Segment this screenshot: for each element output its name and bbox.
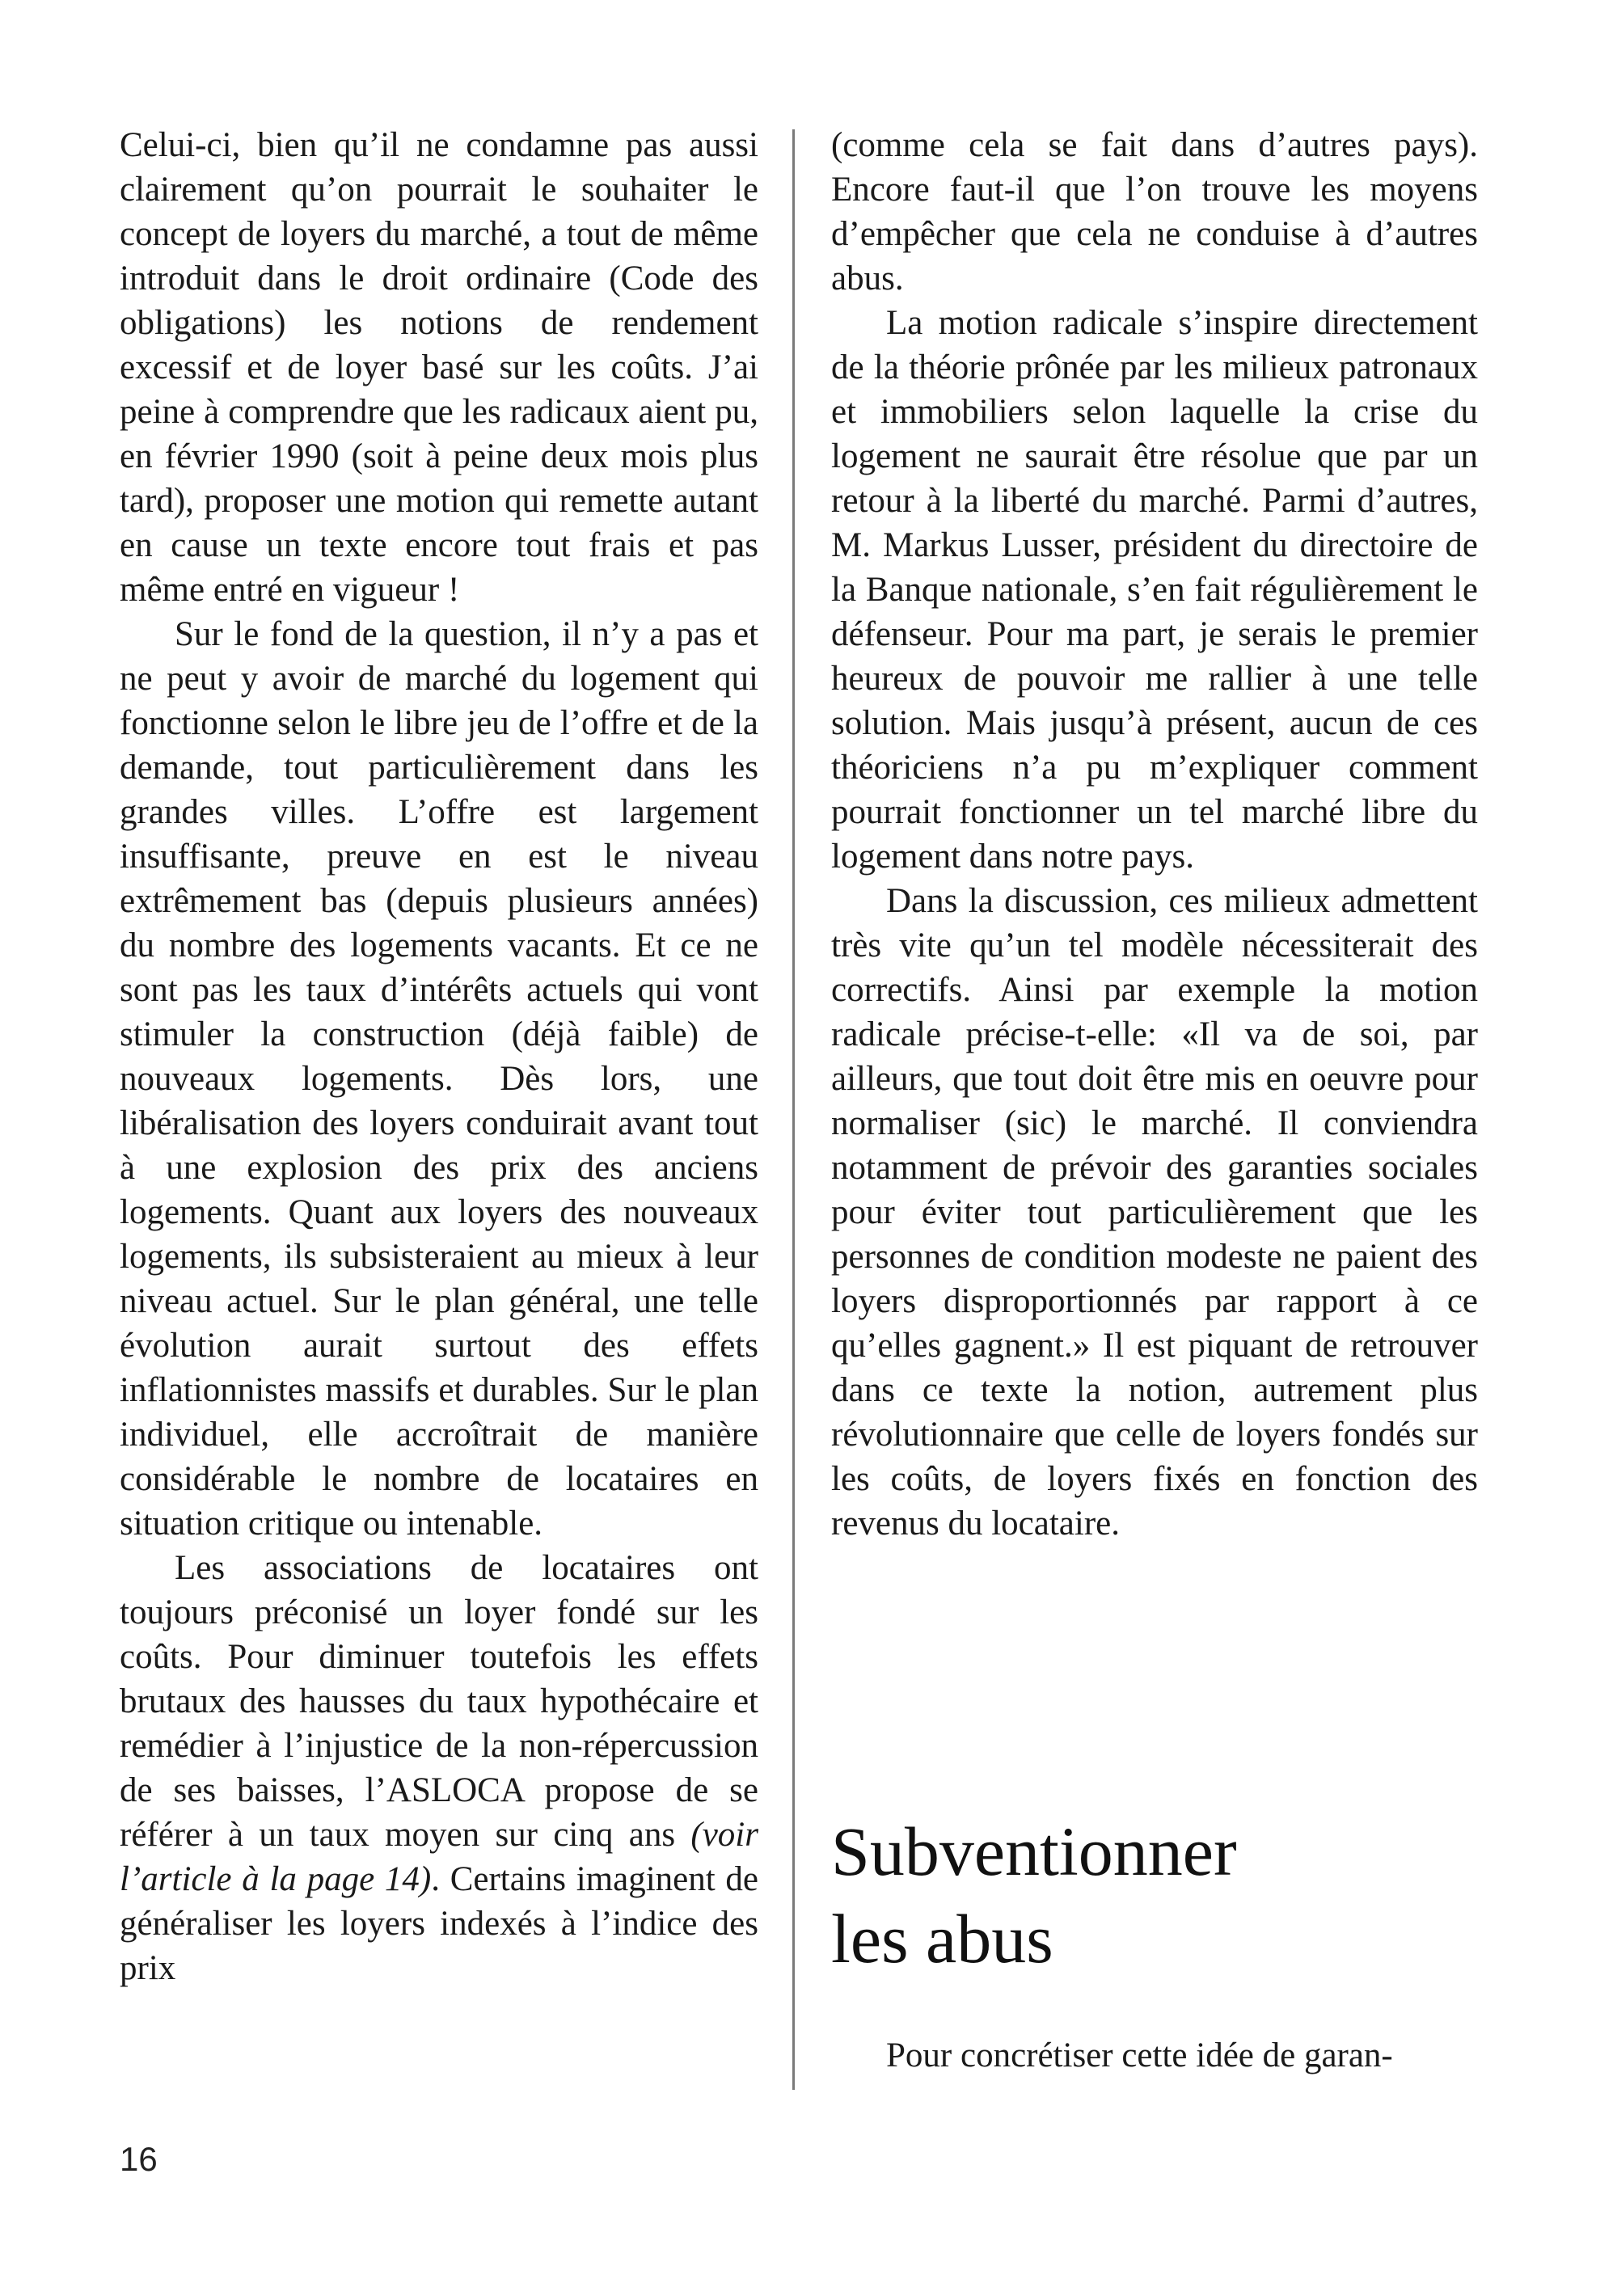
section-body <box>831 2033 1478 2078</box>
paragraph-left-3-start: Les associations de locataires ont toujours préconisé un loyer fondé sur les coûts. Pour diminuer toutefois les effets brutaux des hausses du taux hypothécaire et remédier à l’injustice de la non-répercussion de ses baisses, l’ASLOCA propose de se référer à un taux moyen sur cinq ans <box>120 1549 758 1854</box>
left-column <box>120 123 758 1990</box>
section-heading-line-2: les abus <box>831 1900 1053 1977</box>
paragraph-right-3: Dans la discussion, ces milieux admettent très vite qu’un tel modèle nécessiterait des correctifs. Ainsi par exemple la motion radicale précise-t-elle: «Il va de soi, par ailleurs, que tout doit être mis en oeuvre pour normaliser (sic) le marché. Il conviendra notamment de prévoir des garanties sociales pour éviter tout particulièrement que les personnes de condition modeste ne paient des loyers disproportionnés par rapport à ce qu’elles gagnent.» Il est piquant de retrouver dans ce texte la notion, autrement plus révolutionnaire que celle de loyers fondés sur les coûts, de loyers fixés en fonction des revenus du locataire. <box>831 882 1478 1543</box>
column-divider <box>792 129 795 2090</box>
right-column <box>831 123 1478 1546</box>
section-heading <box>831 1808 1478 1982</box>
paragraph-left-3 <box>120 1546 758 1990</box>
paragraph-left-1: Celui-ci, bien qu’il ne condamne pas aussi clairement qu’on pourrait le souhaiter le concept de loyers du marché, a tout de même introduit dans le droit ordinaire (Code des obligations) les notions de rendement excessif et de loyer basé sur les coûts. J’ai peine à comprendre que les radicaux aient pu, en février 1990 (soit à peine deux mois plus tard), proposer une motion qui remette autant en cause un texte encore tout frais et pas même entré en vigueur ! <box>120 126 758 609</box>
paragraph-left-2: Sur le fond de la question, il n’y a pas et ne peut y avoir de marché du logement qui fonctionne selon le libre jeu de l’offre et de la demande, tout particulièrement dans les grandes villes. L’offre est largement insuffisante, preuve en est le niveau extrêmement bas (depuis plusieurs années) du nombre des logements vacants. Et ce ne sont pas les taux d’intérêts actuels qui vont stimuler la construction (déjà faible) de nouveaux logements. Dès lors, une libéralisation des loyers conduirait avant tout à une explosion des prix des anciens logements. Quant aux loyers des nouveaux logements, ils subsisteraient au mieux à leur niveau actuel. Sur le plan général, une telle évolution aurait surtout des effets inflationnistes massifs et durables. Sur le plan individuel, elle accroîtrait de manière considérable le nombre de locataires en situation critique ou intenable. <box>120 615 758 1543</box>
paragraph-left-3-end: . Certains imaginent de généraliser les loyers indexés à l’indice des prix <box>120 1860 758 1987</box>
section-heading-line-1: Subventionner <box>831 1813 1237 1890</box>
paragraph-right-2: La motion radicale s’inspire directement de la théorie prônée par les milieux patronaux et immobiliers selon laquelle la crise du logement ne saurait être résolue que par un retour à la liberté du marché. Parmi d’autres, M. Markus Lusser, président du directoire de la Banque nationale, s’en fait régulièrement le défenseur. Pour ma part, je serais le premier heureux de pouvoir me rallier à une telle solution. Mais jusqu’à présent, aucun de ces théoriciens n’a pu m’expliquer comment pourrait fonctionner un tel marché libre du logement dans notre pays. <box>831 304 1478 876</box>
article-page-reference: (voir l’article à la page 14) <box>120 1816 758 1898</box>
page-number: 16 <box>120 2140 158 2178</box>
paragraph-right-1: (comme cela se fait dans d’autres pays). Encore faut-il que l’on trouve les moyens d’empêcher que cela ne conduise à d’autres abus. <box>831 126 1478 298</box>
section-first-line: Pour concrétiser cette idée de garan- <box>886 2036 1393 2074</box>
